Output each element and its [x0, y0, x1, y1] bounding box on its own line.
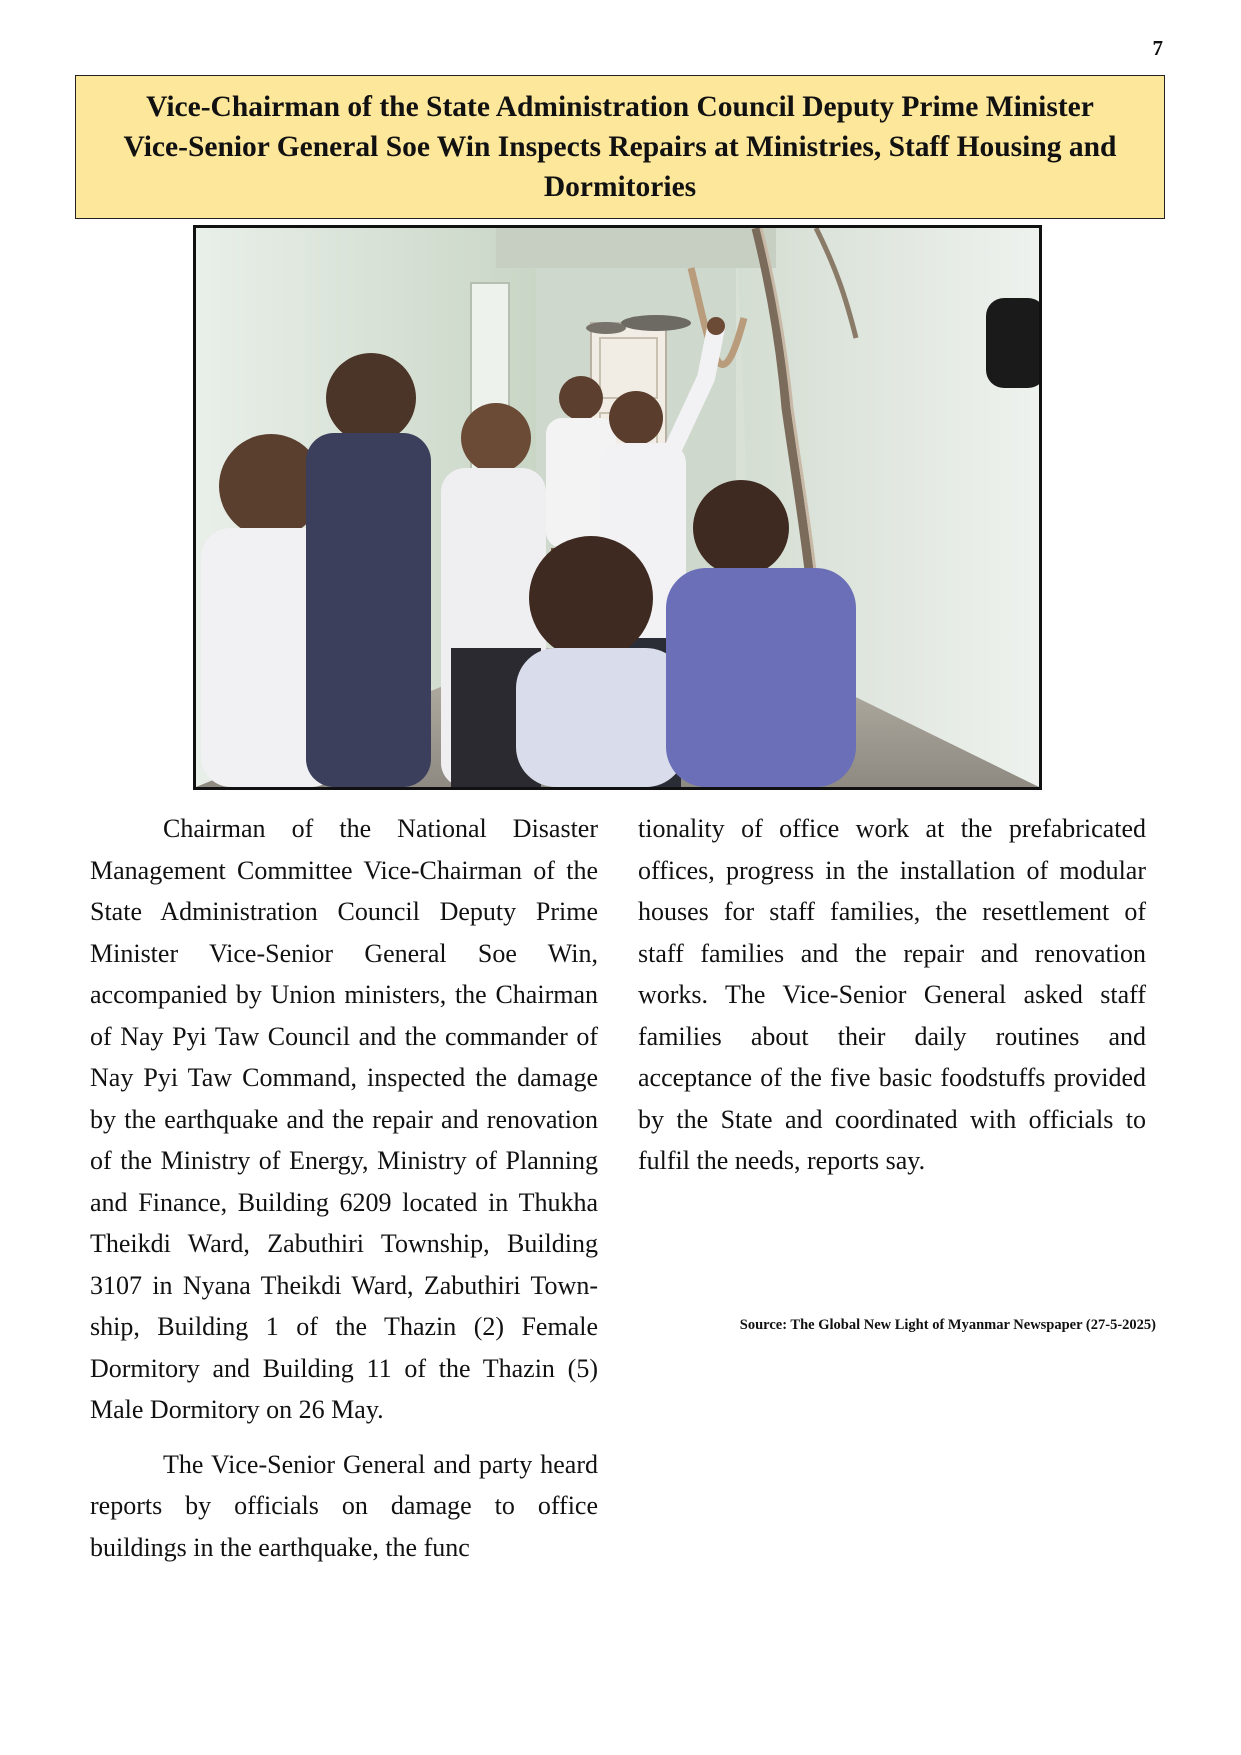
page-number: 7: [1152, 36, 1163, 60]
article-column-right: [638, 808, 1146, 1182]
article-column-left: [90, 808, 598, 1568]
headline-line-3: Dormitories: [543, 171, 697, 203]
headline-box: [75, 75, 1165, 219]
headline-line-2: Vice-Senior General Soe Win Inspects Repairs at Ministries, Staff Housing and: [123, 131, 1117, 163]
article-paragraph-2-continued: tionality of office work at the prefabricated offices, progress in the installation of modular houses for staff families, the resettlement of staff families and the repair and renovation works. The Vice-Senior General asked staff families about their daily routines and acceptance of the five basic foodstuffs provided by the State and coordinated with officials to fulfil the needs, reports say.: [638, 814, 1146, 1175]
source-credit: Source: The Global New Light of Myanmar Newspaper (27-5-2025): [739, 1317, 1156, 1333]
article-paragraph-2-start: The Vice-Senior General and party heard reports by officials on damage to office buildings in the earthquake, the func: [90, 1449, 598, 1562]
news-photo: [193, 225, 1042, 790]
headline-line-1: Vice-Chairman of the State Administration Council Deputy Prime Minister: [146, 91, 1094, 123]
article-paragraph-1: Chairman of the National Disaster Management Committee Vice-Chairman of the State Administration Council Deputy Prime Minister Vice-Senior General Soe Win, accompanied by Union ministers, the Chairman of Nay Pyi Taw Council and the commander of Nay Pyi Taw Command, inspected the damage by the earthquake and the repair and renovation of the Ministry of Energy, Ministry of Planning and Finance, Building 6209 located in Thukha Theikdi Ward, Zabuthiri Township, Building 3107 in Nyana Theikdi Ward, Zabuthiri Township, Building 1 of the Thazin (2) Female Dormitory and Building 11 of the Thazin (5) Male Dormitory on 26 May.: [90, 814, 598, 1424]
